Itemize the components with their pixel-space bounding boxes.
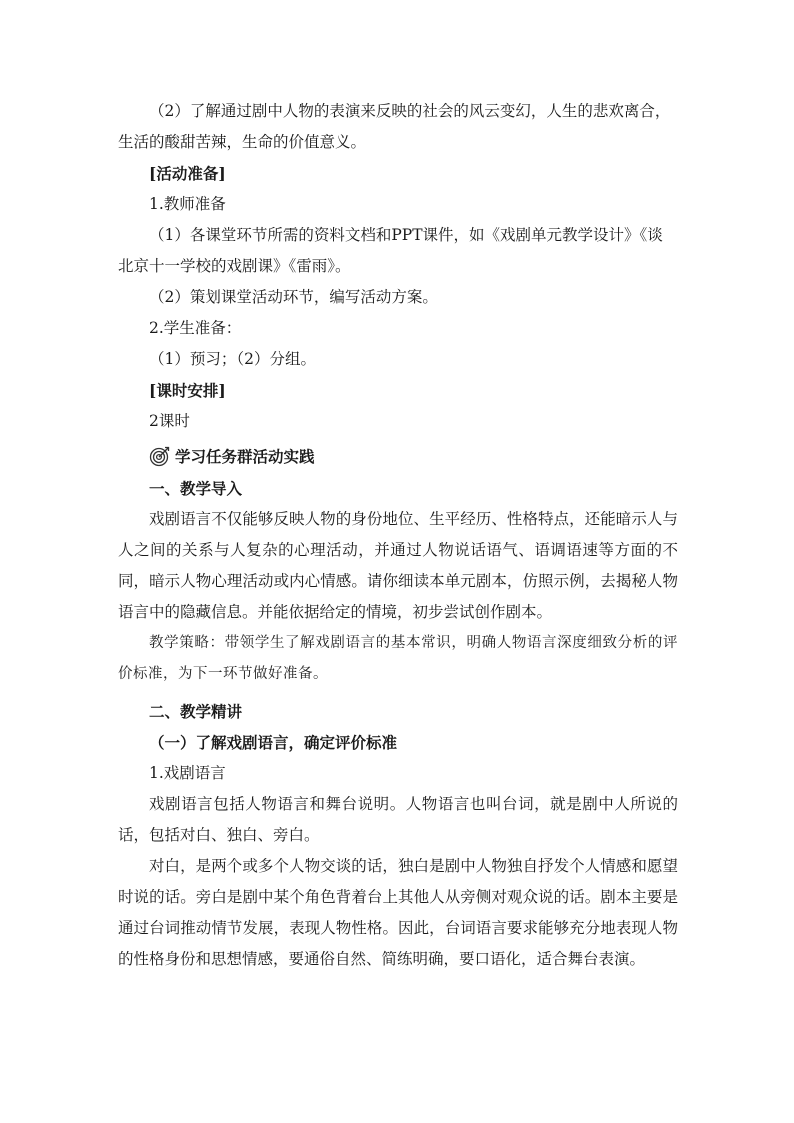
task-group-title: 学习任务群活动实践 bbox=[175, 447, 315, 466]
section2-subheading: （一）了解戏剧语言，确定评价标准 bbox=[149, 733, 398, 752]
teaching-strategy: 教学策略：带领学生了解戏剧语言的基本常识，明确人物语言深度细致分析的评价标准，为下一环节做好准备。 bbox=[118, 635, 678, 682]
schedule-value: 2课时 bbox=[149, 412, 190, 430]
teacher-prep-item2: （2）策划课堂活动环节，编写活动方案。 bbox=[149, 288, 438, 306]
teacher-prep-heading: 1.教师准备 bbox=[149, 195, 226, 213]
objective-2-line1: （2）了解通过剧中人物的表演来反映的社会的风云变幻，人生的悲欢离合， bbox=[149, 102, 671, 120]
activity-prep-heading: [活动准备] bbox=[149, 164, 226, 183]
drama-language-para1: 戏剧语言包括人物语言和舞台说明。人物语言也叫台词，就是剧中人所说的话，包括对白、独白、旁白。 bbox=[118, 795, 678, 844]
task-group-heading bbox=[118, 439, 678, 473]
teacher-prep-item1-line1: （1）各课堂环节所需的资料文档和PPT课件，如《戏剧单元教学设计》《谈 bbox=[149, 226, 663, 244]
section2-heading: 二、教学精讲 bbox=[149, 702, 243, 721]
section1-heading: 一、教学导入 bbox=[149, 479, 243, 498]
drama-language-para2: 对白，是两个或多个人物交谈的话，独白是剧中人物独自抒发个人情感和愿望时说的话。旁白是剧中某个角色背着台上其他人从旁侧对观众说的话。剧本主要是通过台词推动情节发展，表现人物性格。因此，台词语言要求能够充分地表现人物的性格身份和思想情感，要通俗自然、简练明确，要口语化，适合舞台表演。 bbox=[118, 857, 678, 968]
target-icon bbox=[149, 445, 171, 467]
schedule-heading: [课时安排] bbox=[149, 381, 226, 400]
teacher-prep-item1-line2: 北京十一学校的戏剧课》《雷雨》。 bbox=[118, 257, 351, 275]
document-page bbox=[118, 96, 678, 975]
section1-body: 戏剧语言不仅能够反映人物的身份地位、生平经历、性格特点，还能暗示人与人之间的关系与人复杂的心理活动，并通过人物说话语气、语调语速等方面的不同，暗示人物心理活动或内心情感。请你细读本单元剧本，仿照示例，去揭秘人物语言中的隐藏信息。并能依据给定的情境，初步尝试创作剧本。 bbox=[118, 510, 678, 621]
student-prep-items: （1）预习；（2）分组。 bbox=[149, 350, 316, 368]
student-prep-heading: 2.学生准备： bbox=[149, 319, 242, 337]
objective-2-line2: 生活的酸甜苦辣，生命的价值意义。 bbox=[118, 133, 367, 151]
drama-language-heading: 1.戏剧语言 bbox=[149, 764, 226, 782]
